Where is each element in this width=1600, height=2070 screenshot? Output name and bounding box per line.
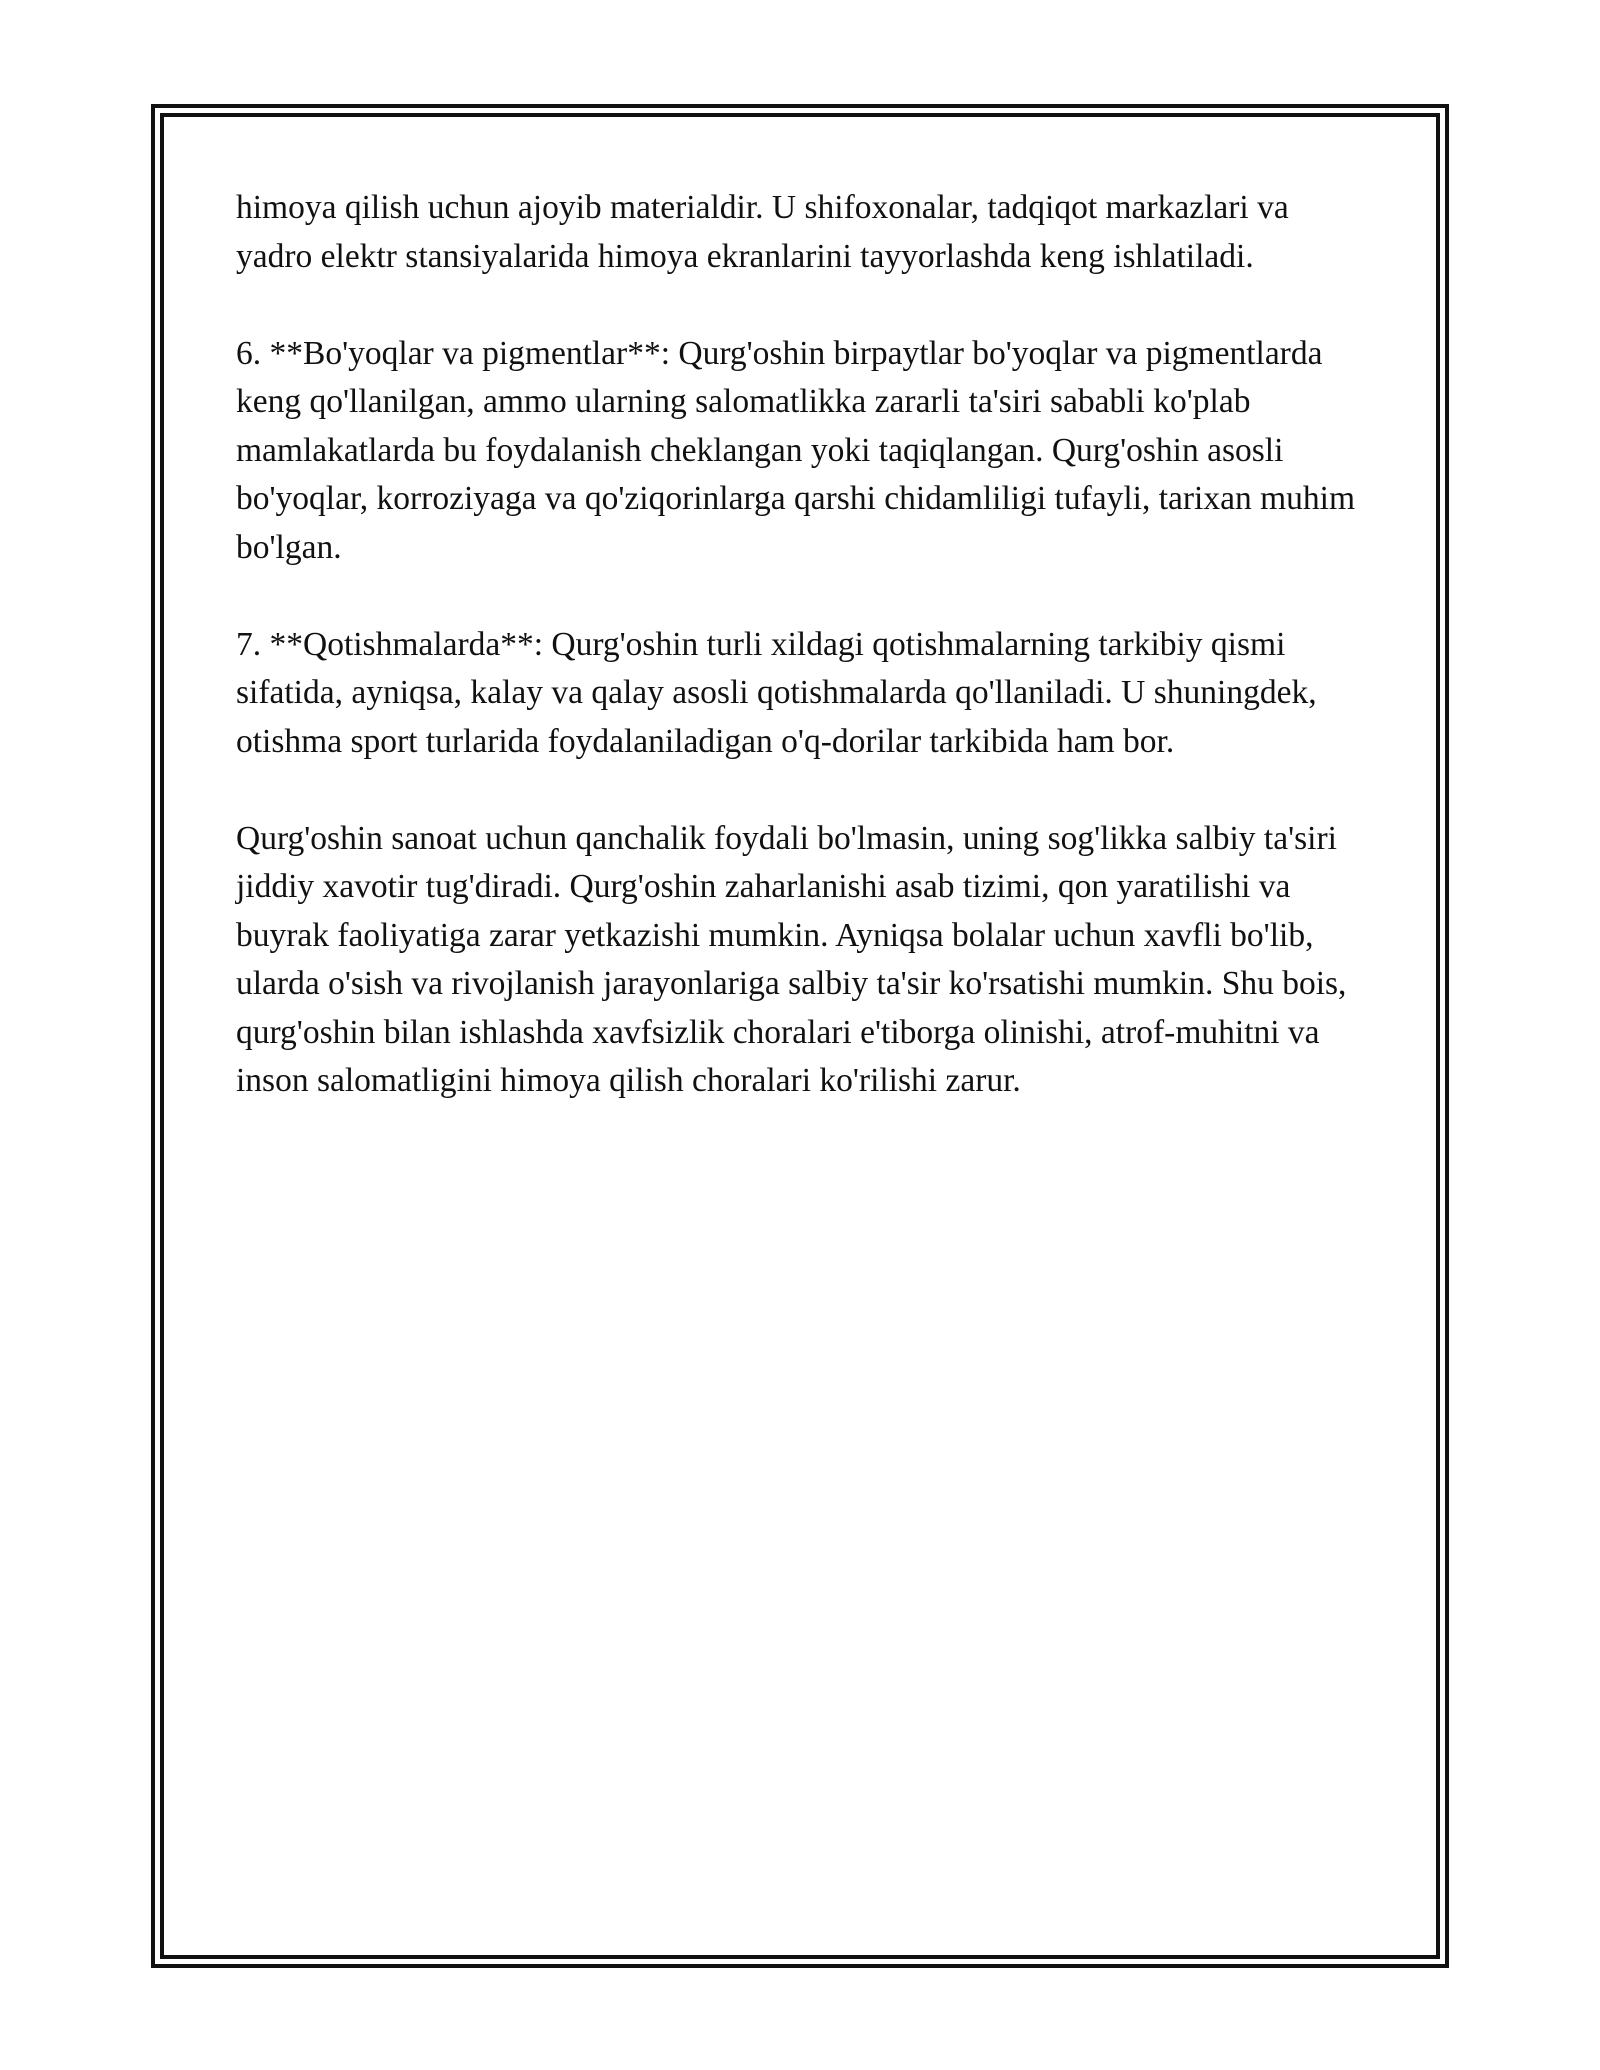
- paragraph-health-conclusion: Qurg'oshin sanoat uchun qanchalik foydali bo'lmasin, uning sog'likka salbiy ta'siri jiddiy xavotir tug'diradi. Qurg'oshin zaharlanishi asab tizimi, qon yaratilishi va buyrak faoliyatiga zarar yetkazishi mumkin. Ayniqsa bolalar uchun xavfli bo'lib, ularda o'sish va rivojlanish jarayonlariga salbiy ta'sir ko'rsatishi mumkin. Shu bois, qurg'oshin bilan ishlashda xavfsizlik choralari e'tiborga olinishi, atrof-muhitni va inson salomatligini himoya qilish choralari ko'rilishi zarur.: [236, 819, 1347, 1099]
- paragraph-shielding-continuation: himoya qilish uchun ajoyib materialdir. U shifoxonalar, tadqiqot markazlari va yadro elektr stansiyalarida himoya ekranlarini tayyorlashda keng ishlatiladi.: [236, 189, 1289, 275]
- document-body: [236, 184, 1366, 1154]
- paragraph-paints-pigments: 6. **Bo'yoqlar va pigmentlar**: Qurg'oshin birpaytlar bo'yoqlar va pigmentlarda keng qo'llanilgan, ammo ularning salomatlikka zararli ta'siri sababli ko'plab mamlakatlarda bu foydalanish cheklangan yoki taqiqlangan. Qurg'oshin asosli bo'yoqlar, korroziyaga va qo'ziqorinlarga qarshi chidamliligi tufayli, tarixan muhim bo'lgan.: [236, 334, 1356, 566]
- paragraph-alloys: 7. **Qotishmalarda**: Qurg'oshin turli xildagi qotishmalarning tarkibiy qismi sifatida, ayniqsa, kalay va qalay asosli qotishmalarda qo'llaniladi. U shuningdek, otishma sport turlarida foydalaniladigan o'q-dorilar tarkibida ham bor.: [236, 625, 1317, 760]
